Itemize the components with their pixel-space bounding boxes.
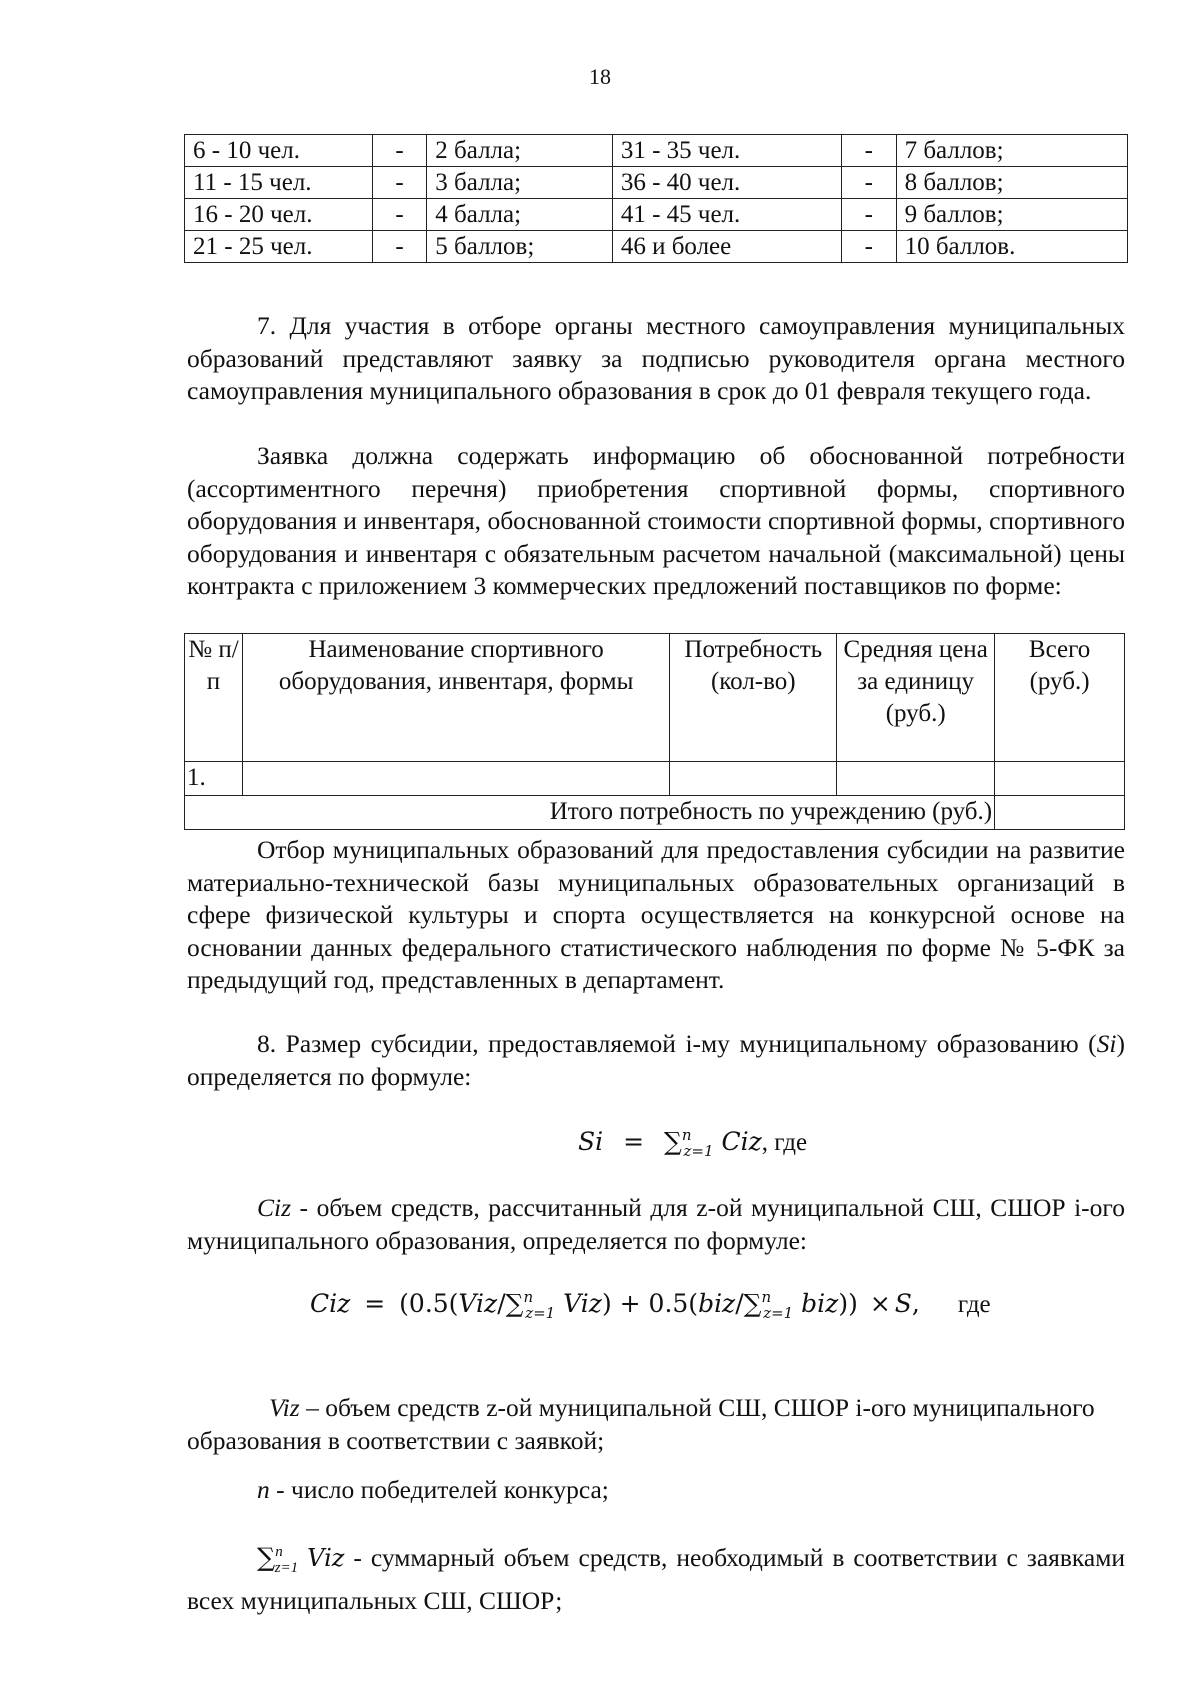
formula-ciz-gde: где: [957, 1291, 991, 1318]
formula-ciz-eq: =: [364, 1289, 386, 1318]
score-dash-right: -: [842, 167, 897, 199]
definition-viz-text: – объем средств z-ой муниципальной СШ, СШОР i-ого муниципального образования в соответствии с заявкой;: [187, 1393, 1095, 1455]
definition-sum-symbol: ∑: [257, 1543, 276, 1573]
score-table-row: [185, 135, 1128, 167]
form-total-value: [995, 796, 1125, 830]
score-points-right: 9 баллов;: [896, 199, 1127, 231]
formula-ciz-comma: ,: [911, 1289, 920, 1318]
formula-si-sub: z=1: [683, 1142, 714, 1160]
form-table-header-row: [185, 634, 1125, 762]
formula-si-lhs: Si: [578, 1127, 604, 1156]
formula-si-sup: n: [681, 1126, 692, 1144]
formula-ciz-b1: biz: [698, 1289, 736, 1318]
page-number: 18: [589, 64, 611, 89]
formula-si-tail: , где: [761, 1129, 808, 1156]
form-header-avg-price: Средняя цена за единицу (руб.): [837, 634, 995, 762]
score-dash-right: -: [842, 135, 897, 167]
score-points-left: 2 балла;: [427, 135, 613, 167]
formula-ciz-mid: ) + 0.5(: [601, 1289, 699, 1318]
score-dash-right: -: [842, 199, 897, 231]
definition-n-text: - число победителей конкурса;: [269, 1475, 609, 1504]
paragraph-8-suffix: ) определяется по формуле:: [187, 1029, 1125, 1091]
score-range-right: 36 - 40 чел.: [612, 167, 841, 199]
formula-ciz-v2: Viz: [563, 1289, 602, 1318]
form-header-number: № п/п: [185, 634, 243, 762]
score-dash-left: -: [372, 135, 427, 167]
score-points-right: 8 баллов;: [896, 167, 1127, 199]
formula-si-sum: ∑: [663, 1127, 682, 1156]
formula-si: [578, 1126, 807, 1160]
paragraph-application: Заявка должна содержать информацию об обоснованной потребности (ассортиментного перечня) приобретения спортивной формы, спортивного оборудования и инвентаря, обоснованной стоимости спортивной формы, спортивного оборудования и инвентаря с обязательным расчетом начальной (максимальной) цены контракта с приложением 3 коммерческих предложений поставщиков по форме:: [187, 441, 1125, 600]
definition-sum-text: - суммарный объем средств, необходимый в соответствии с заявками всех муниципальных СШ, СШОР;: [187, 1543, 1126, 1615]
score-points-right: 10 баллов.: [896, 231, 1127, 263]
definition-ciz: [187, 1192, 1125, 1257]
form-row-number: 1.: [185, 762, 243, 796]
formula-ciz-sub2: z=1: [763, 1304, 794, 1322]
formula-ciz-slash1: /: [497, 1289, 506, 1318]
formula-si-eq: =: [623, 1127, 645, 1156]
score-range-left: 16 - 20 чел.: [185, 199, 373, 231]
formula-ciz-times: ×: [869, 1289, 891, 1318]
form-header-total: Всего (руб.): [995, 634, 1125, 762]
score-dash-left: -: [372, 167, 427, 199]
form-total-label: Итого потребность по учреждению (руб.): [185, 796, 995, 830]
score-points-left: 4 балла;: [427, 199, 613, 231]
definition-sum-sup: n: [275, 1544, 283, 1560]
formula-ciz-sup1: n: [523, 1288, 534, 1306]
definition-viz-var: Viz: [269, 1393, 300, 1422]
score-range-right: 31 - 35 чел.: [612, 135, 841, 167]
formula-ciz-sum1: ∑: [505, 1289, 524, 1318]
score-dash-right: -: [842, 231, 897, 263]
formula-ciz-s: S: [894, 1289, 912, 1318]
score-dash-left: -: [372, 199, 427, 231]
form-table-total-row: [185, 796, 1125, 830]
form-row-cell: [242, 762, 669, 796]
formula-ciz-v1: Viz: [458, 1289, 498, 1318]
formula-ciz-lhs: Ciz: [310, 1289, 351, 1318]
formula-ciz-slash2: /: [735, 1289, 744, 1318]
formula-ciz-sub1: z=1: [525, 1304, 556, 1322]
score-table: [184, 134, 1128, 263]
form-row-cell: [995, 762, 1125, 796]
form-row-cell: [670, 762, 837, 796]
score-range-left: 11 - 15 чел.: [185, 167, 373, 199]
form-header-quantity: Потребность (кол-во): [670, 634, 837, 762]
score-table-row: [185, 167, 1128, 199]
form-table-row: [185, 762, 1125, 796]
paragraph-8: [187, 1028, 1125, 1093]
score-points-right: 7 баллов;: [896, 135, 1127, 167]
form-row-cell: [837, 762, 995, 796]
definition-ciz-text: - объем средств, рассчитанный для z-ой муниципальной СШ, СШОР i-ого муниципального образования, определяется по формуле:: [187, 1193, 1125, 1255]
paragraph-8-prefix: 8. Размер субсидии, предоставляемой i-му муниципальному образованию (: [257, 1029, 1097, 1058]
score-range-right: 41 - 45 чел.: [612, 199, 841, 231]
definition-n: [187, 1474, 1125, 1507]
formula-ciz-sup2: n: [761, 1288, 772, 1306]
formula-ciz-sum2: ∑: [743, 1289, 762, 1318]
form-header-name: Наименование спортивного оборудования, инвентаря, формы: [242, 634, 669, 762]
definition-viz: [187, 1392, 1125, 1457]
score-points-left: 5 баллов;: [427, 231, 613, 263]
formula-ciz: [310, 1288, 991, 1322]
definition-sum-sub: z=1: [274, 1560, 299, 1576]
score-dash-left: -: [372, 231, 427, 263]
definition-n-var: n: [257, 1475, 270, 1504]
form-table: [184, 633, 1125, 830]
score-range-left: 6 - 10 чел.: [185, 135, 373, 167]
score-table-row: [185, 231, 1128, 263]
formula-ciz-close: )): [838, 1289, 858, 1318]
definition-sum-viz: [187, 1536, 1125, 1617]
score-range-left: 21 - 25 чел.: [185, 231, 373, 263]
formula-ciz-open: (0.5(: [399, 1289, 459, 1318]
score-range-right: 46 и более: [612, 231, 841, 263]
score-points-left: 3 балла;: [427, 167, 613, 199]
score-table-row: [185, 199, 1128, 231]
paragraph-8-var: Si: [1096, 1029, 1117, 1058]
definition-ciz-var: Ciz: [257, 1193, 292, 1222]
paragraph-selection: Отбор муниципальных образований для предоставления субсидии на развитие материально-технической базы муниципальных образовательных организаций в сфере физической культуры и спорта осуществляется на конкурсной основе на основании данных федерального статистического наблюдения по форме № 5-ФК за предыдущий год, представленных в департамент.: [187, 835, 1125, 994]
formula-ciz-b2: biz: [801, 1289, 839, 1318]
definition-sum-var: Viz: [307, 1544, 345, 1572]
paragraph-7: 7. Для участия в отборе органы местного самоуправления муниципальных образований представляют заявку за подписью руководителя органа местного самоуправления муниципального образования в срок до 01 февраля текущего года.: [187, 311, 1125, 405]
formula-si-term: Ciz: [721, 1127, 762, 1156]
